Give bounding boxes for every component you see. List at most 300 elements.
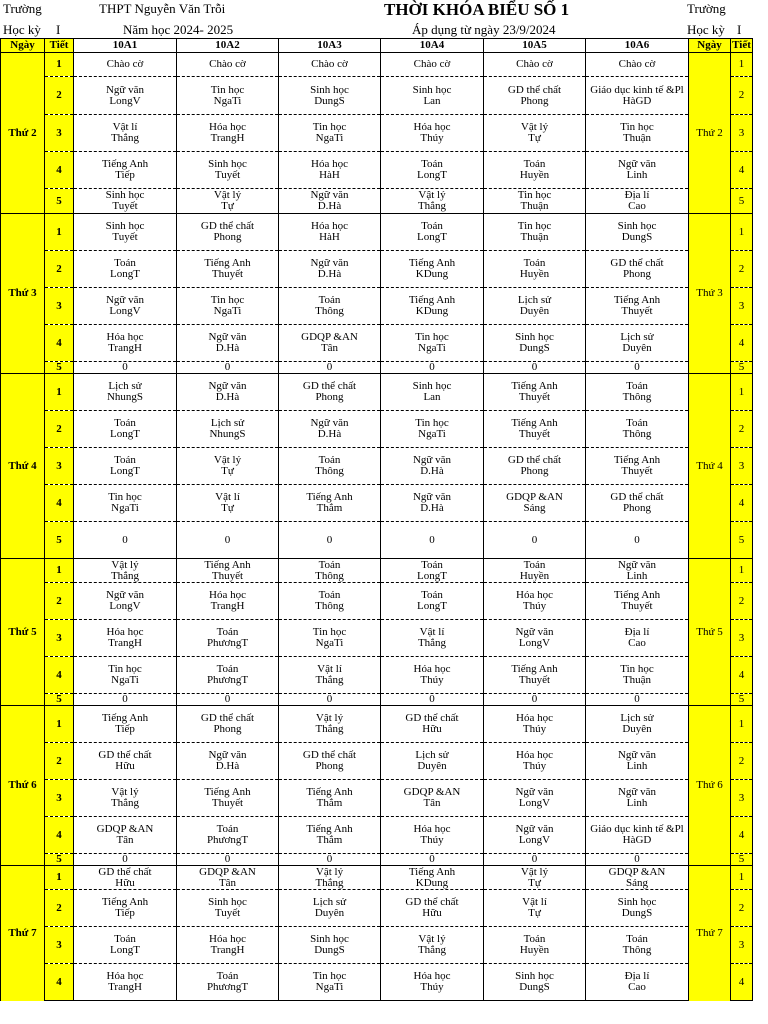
subject-name: Vật lí	[419, 626, 445, 638]
teacher-name: Thúy	[420, 834, 444, 846]
subject-name: Ngữ văn	[310, 257, 349, 269]
lesson-cell	[381, 583, 484, 620]
subject-name: Toán	[523, 933, 546, 945]
lesson-cell	[279, 77, 381, 115]
period-number: 4	[45, 325, 74, 362]
table-row	[1, 743, 753, 780]
lesson-cell	[177, 706, 279, 743]
table-row	[1, 152, 753, 189]
lesson-cell	[74, 694, 177, 706]
lesson-cell	[381, 743, 484, 780]
period-number-right: 2	[731, 411, 753, 448]
subject-name: Toán	[523, 158, 546, 170]
subject-name: Vật lý	[111, 786, 139, 798]
lesson-cell	[177, 657, 279, 694]
subject-name: Toán	[626, 380, 648, 392]
day-label: Thứ 3	[1, 214, 45, 374]
lesson-cell	[484, 780, 586, 817]
teacher-name: TrangH	[108, 981, 142, 993]
teacher-name: HàGD	[622, 94, 652, 107]
subject-name: GDQP &AN	[506, 491, 563, 503]
lesson-cell	[74, 854, 177, 866]
lesson-cell	[177, 583, 279, 620]
subject-name: 0	[429, 533, 435, 546]
lesson-cell	[484, 288, 586, 325]
subject-name: 0	[326, 533, 333, 546]
teacher-name: Hữu	[115, 876, 135, 889]
lesson-cell	[484, 817, 586, 854]
period-number: 1	[45, 866, 74, 890]
day-label-right: Thứ 5	[689, 559, 731, 706]
lesson-cell	[586, 559, 689, 583]
teacher-name: Thắng	[315, 674, 344, 686]
table-row	[1, 694, 753, 706]
lesson-cell	[177, 559, 279, 583]
col-class: 10A3	[279, 39, 381, 53]
teacher-name: NhungS	[209, 428, 246, 440]
term-label-right: Học kỳ	[687, 22, 725, 37]
period-number: 2	[45, 411, 74, 448]
lesson-cell	[74, 77, 177, 115]
teacher-name: TrangH	[108, 637, 142, 649]
teacher-name: Thắm	[316, 834, 343, 846]
subject-name: Hóa học	[209, 121, 246, 133]
teacher-name: DungS	[519, 342, 550, 354]
period-number: 2	[45, 890, 74, 927]
period-number: 4	[45, 152, 74, 189]
teacher-name: Duyên	[622, 723, 652, 735]
subject-name: 0	[122, 693, 128, 705]
table-row	[1, 559, 753, 583]
lesson-cell	[381, 657, 484, 694]
period-number: 5	[45, 854, 74, 866]
lesson-cell	[484, 522, 586, 559]
table-row	[1, 964, 753, 1001]
period-number-right: 1	[731, 374, 753, 411]
lesson-cell	[279, 620, 381, 657]
col-period-right: Tiết	[732, 39, 751, 51]
lesson-cell	[484, 53, 586, 77]
period-number-right: 2	[731, 583, 753, 620]
subject-name: Hóa học	[413, 663, 451, 675]
teacher-name: Linh	[626, 169, 648, 181]
col-class: 10A5	[484, 39, 586, 53]
subject-name: Tin học	[210, 83, 245, 96]
subject-name: 0	[429, 693, 435, 705]
school-label: Trường	[3, 1, 42, 16]
day-label: Thứ 6	[1, 706, 45, 866]
lesson-cell	[177, 448, 279, 485]
table-row	[1, 77, 753, 115]
period-number-right: 1	[731, 559, 753, 583]
period-number: 3	[45, 288, 74, 325]
teacher-name: Cao	[628, 200, 646, 212]
lesson-cell	[586, 706, 689, 743]
period-number-right: 3	[731, 448, 753, 485]
teacher-name: Cao	[628, 981, 646, 993]
subject-name: Lịch sử	[620, 331, 654, 343]
period-number-right: 5	[731, 694, 753, 706]
subject-name: Vật lý	[418, 933, 446, 945]
teacher-name: D.Hà	[420, 502, 444, 514]
table-row	[1, 251, 753, 288]
teacher-name: NgaTi	[111, 502, 139, 514]
lesson-cell	[484, 583, 586, 620]
subject-name: 0	[224, 361, 231, 373]
subject-name: Chào cờ	[618, 58, 656, 70]
period-number: 1	[45, 214, 74, 251]
lesson-cell	[177, 325, 279, 362]
lesson-cell	[177, 485, 279, 522]
teacher-name: PhươngT	[206, 637, 249, 649]
subject-name: Ngữ văn	[412, 491, 452, 503]
teacher-name: Thuyết	[518, 674, 551, 686]
subject-name: Ngữ văn	[310, 189, 349, 201]
teacher-name: Thông	[315, 600, 344, 612]
subject-name: Tiếng Anh	[511, 417, 558, 429]
teacher-name: Hữu	[422, 723, 442, 735]
period-number-right: 5	[731, 854, 753, 866]
subject-name: Toán	[421, 589, 443, 601]
lesson-cell	[586, 854, 689, 866]
teacher-name: Thuyết	[211, 569, 244, 582]
subject-name: Vật lí	[215, 491, 240, 503]
day-label-right: Thứ 2	[689, 53, 731, 214]
lesson-cell	[74, 448, 177, 485]
teacher-name: Tuyết	[214, 169, 241, 181]
subject-name: Địa lí	[624, 626, 650, 638]
subject-name: Sinh học	[208, 158, 247, 170]
lesson-cell	[279, 448, 381, 485]
teacher-name: LongV	[109, 305, 141, 317]
subject-name: Toán	[523, 257, 546, 269]
table-row	[1, 411, 753, 448]
lesson-cell	[279, 522, 381, 559]
teacher-name: LongV	[518, 797, 551, 809]
subject-name: Tiếng Anh	[613, 454, 661, 466]
subject-name: Sinh học	[105, 220, 145, 232]
teacher-name: Lan	[423, 391, 441, 403]
subject-name: Hóa học	[311, 158, 348, 170]
teacher-name: D.Hà	[215, 391, 240, 403]
teacher-name: Thắm	[316, 502, 343, 514]
subject-name: GD thể chất	[98, 749, 152, 761]
table-row	[1, 817, 753, 854]
subject-name: GDQP &AN	[403, 786, 461, 798]
teacher-name: Tự	[221, 200, 234, 212]
lesson-cell	[74, 411, 177, 448]
subject-name: 0	[224, 853, 231, 865]
teacher-name: Cao	[628, 637, 646, 649]
period-number-right: 3	[731, 927, 753, 964]
teacher-name: DungS	[621, 231, 653, 243]
teacher-name: Thuận	[520, 231, 549, 243]
subject-name: 0	[634, 853, 640, 865]
header-row	[1, 39, 753, 53]
lesson-cell	[279, 485, 381, 522]
lesson-cell	[484, 214, 586, 251]
subject-name: GDQP &AN	[608, 865, 666, 878]
lesson-cell	[484, 657, 586, 694]
teacher-name: Thông	[315, 465, 344, 477]
subject-name: Tin học	[210, 294, 245, 306]
subject-name: Vật lý	[213, 454, 242, 466]
subject-name: 0	[531, 533, 538, 546]
timetable	[0, 38, 753, 1001]
lesson-cell	[279, 214, 381, 251]
period-number: 3	[45, 448, 74, 485]
lesson-cell	[177, 77, 279, 115]
subject-name: Tiếng Anh	[613, 294, 661, 306]
period-number-right: 4	[731, 817, 753, 854]
lesson-cell	[279, 189, 381, 214]
lesson-cell	[381, 77, 484, 115]
subject-name: Vật lý	[213, 189, 242, 201]
subject-name: Tin học	[517, 189, 552, 201]
lesson-cell	[74, 866, 177, 890]
lesson-cell	[484, 374, 586, 411]
teacher-name: Thuyết	[518, 391, 551, 403]
teacher-name: LongV	[518, 834, 551, 846]
period-number-right: 2	[731, 251, 753, 288]
lesson-cell	[484, 854, 586, 866]
lesson-cell	[74, 189, 177, 214]
teacher-name: Thông	[622, 944, 652, 956]
subject-name: Hóa học	[516, 712, 553, 724]
lesson-cell	[279, 374, 381, 411]
teacher-name: Duyên	[417, 760, 447, 772]
subject-name: Toán	[421, 158, 443, 170]
lesson-cell	[177, 411, 279, 448]
subject-name: GDQP &AN	[301, 331, 358, 343]
period-number: 3	[45, 780, 74, 817]
teacher-name: LongV	[518, 637, 551, 649]
teacher-name: Thuận	[622, 132, 652, 144]
teacher-name: Phong	[520, 465, 549, 477]
teacher-name: Tự	[528, 876, 541, 889]
period-number: 1	[45, 706, 74, 743]
teacher-name: Phong	[213, 723, 242, 735]
subject-name: GD thể chất	[405, 896, 459, 908]
teacher-name: NgaTi	[315, 637, 344, 649]
period-number-right: 3	[731, 780, 753, 817]
subject-name: Tiếng Anh	[511, 380, 558, 392]
lesson-cell	[177, 189, 279, 214]
period-number: 1	[45, 53, 74, 77]
lesson-cell	[74, 362, 177, 374]
table-row	[1, 53, 753, 77]
lesson-cell	[279, 411, 381, 448]
subject-name: Toán	[318, 558, 341, 571]
subject-name: Sinh học	[412, 380, 452, 392]
subject-name: Tin học	[620, 121, 654, 133]
lesson-cell	[279, 288, 381, 325]
lesson-cell	[74, 620, 177, 657]
teacher-name: NgaTi	[213, 305, 242, 317]
teacher-name: Thắng	[315, 723, 344, 735]
lesson-cell	[381, 559, 484, 583]
lesson-cell	[586, 890, 689, 927]
table-row	[1, 374, 753, 411]
subject-name: Sinh học	[617, 220, 657, 232]
subject-name: Hóa học	[106, 970, 144, 982]
subject-name: Vật lí	[112, 121, 138, 133]
lesson-cell	[586, 817, 689, 854]
period-number: 3	[45, 115, 74, 152]
subject-name: 0	[634, 693, 640, 705]
lesson-cell	[586, 485, 689, 522]
period-number-right: 5	[731, 522, 753, 559]
lesson-cell	[177, 964, 279, 1001]
table-row	[1, 583, 753, 620]
lesson-cell	[381, 115, 484, 152]
teacher-name: Sáng	[626, 876, 648, 889]
teacher-name: Lan	[423, 94, 441, 107]
lesson-cell	[586, 522, 689, 559]
subject-name: 0	[326, 361, 333, 373]
subject-name: GD thể chất	[302, 749, 357, 761]
subject-name: Tin học	[415, 331, 449, 343]
teacher-name: Thúy	[522, 760, 547, 772]
teacher-name: PhươngT	[206, 834, 249, 846]
lesson-cell	[484, 485, 586, 522]
subject-name: Chào cờ	[106, 58, 144, 70]
school-label-right: Trường	[687, 1, 726, 16]
subject-name: Hóa học	[413, 121, 451, 133]
lesson-cell	[74, 251, 177, 288]
subject-name: Toán	[114, 257, 136, 269]
teacher-name: Phong	[622, 268, 652, 280]
teacher-name: LongT	[417, 569, 447, 582]
applied-date: Áp dụng từ ngày 23/9/2024	[412, 22, 556, 37]
subject-name: Hóa học	[311, 220, 348, 232]
lesson-cell	[484, 189, 586, 214]
teacher-name: Thuyết	[621, 600, 653, 612]
subject-name: Tin học	[108, 663, 142, 675]
period-number: 2	[45, 743, 74, 780]
subject-name: Lịch sử	[210, 417, 245, 429]
lesson-cell	[381, 288, 484, 325]
subject-name: Vật lý	[520, 121, 549, 133]
lesson-cell	[381, 927, 484, 964]
subject-name: Ngữ văn	[617, 749, 657, 761]
subject-name: Chào cờ	[311, 58, 348, 70]
teacher-name: Sáng	[523, 502, 546, 514]
subject-name: Tiếng Anh	[204, 257, 251, 269]
lesson-cell	[586, 362, 689, 374]
subject-name: 0	[122, 361, 128, 373]
subject-name: 0	[122, 853, 128, 865]
teacher-name: Tự	[221, 502, 234, 514]
period-number: 1	[45, 559, 74, 583]
lesson-cell	[279, 706, 381, 743]
subject-name: 0	[429, 361, 435, 373]
subject-name: GD thể chất	[405, 712, 459, 724]
teacher-name: DungS	[519, 981, 550, 993]
lesson-cell	[279, 694, 381, 706]
teacher-name: Thắng	[110, 569, 140, 582]
subject-name: 0	[429, 853, 435, 865]
subject-name: Toán	[216, 626, 239, 638]
period-number-right: 1	[731, 53, 753, 77]
teacher-name: Tuyết	[112, 231, 138, 243]
subject-name: 0	[326, 853, 333, 865]
lesson-cell	[586, 927, 689, 964]
lesson-cell	[381, 866, 484, 890]
period-number-right: 1	[731, 214, 753, 251]
lesson-cell	[74, 53, 177, 77]
lesson-cell	[177, 152, 279, 189]
lesson-cell	[74, 288, 177, 325]
teacher-name: Thúy	[522, 723, 547, 735]
teacher-name: LongV	[109, 600, 141, 612]
subject-name: Ngữ văn	[515, 823, 554, 835]
lesson-cell	[381, 620, 484, 657]
teacher-name: Tân	[218, 876, 237, 889]
period-number: 5	[45, 522, 74, 559]
lesson-cell	[177, 53, 279, 77]
lesson-cell	[484, 620, 586, 657]
teacher-name: Thông	[315, 305, 344, 317]
teacher-name: LongT	[110, 268, 140, 280]
lesson-cell	[586, 214, 689, 251]
subject-name: Tiếng Anh	[306, 786, 353, 798]
teacher-name: D.Hà	[317, 428, 342, 440]
lesson-cell	[381, 374, 484, 411]
lesson-cell	[586, 657, 689, 694]
subject-name: Giáo dục kinh tế &Pl	[590, 823, 684, 835]
teacher-name: KDung	[415, 876, 449, 889]
subject-name: Toán	[318, 589, 341, 601]
subject-name: GD thể chất	[507, 454, 562, 466]
subject-name: Tiếng Anh	[101, 158, 149, 170]
subject-name: Chào cờ	[516, 58, 553, 70]
lesson-cell	[279, 927, 381, 964]
lesson-cell	[484, 706, 586, 743]
teacher-name: Thúy	[420, 674, 444, 686]
teacher-name: Thúy	[522, 600, 547, 612]
teacher-name: D.Hà	[420, 465, 444, 477]
table-row	[1, 780, 753, 817]
lesson-cell	[279, 890, 381, 927]
lesson-cell	[381, 817, 484, 854]
table-row	[1, 189, 753, 214]
lesson-cell	[74, 964, 177, 1001]
lesson-cell	[381, 964, 484, 1001]
teacher-name: Thúy	[420, 132, 444, 144]
teacher-name: KDung	[415, 305, 449, 317]
lesson-cell	[74, 583, 177, 620]
subject-name: Ngữ văn	[412, 454, 452, 466]
subject-name: Ngữ văn	[105, 83, 145, 96]
subject-name: Toán	[626, 417, 648, 429]
lesson-cell	[74, 927, 177, 964]
teacher-name: Thúy	[420, 981, 444, 993]
subject-name: Ngữ văn	[617, 158, 657, 170]
subject-name: Ngữ văn	[105, 589, 145, 601]
subject-name: Tiếng Anh	[408, 294, 456, 306]
subject-name: 0	[634, 361, 640, 373]
term-value: I	[56, 22, 61, 37]
table-row	[1, 927, 753, 964]
period-number-right: 4	[731, 964, 753, 1001]
teacher-name: Thắng	[417, 944, 447, 956]
subject-name: Sinh học	[208, 896, 247, 908]
lesson-cell	[586, 152, 689, 189]
teacher-name: Thuận	[520, 200, 549, 212]
subject-name: Ngữ văn	[105, 294, 145, 306]
teacher-name: DungS	[314, 944, 345, 956]
